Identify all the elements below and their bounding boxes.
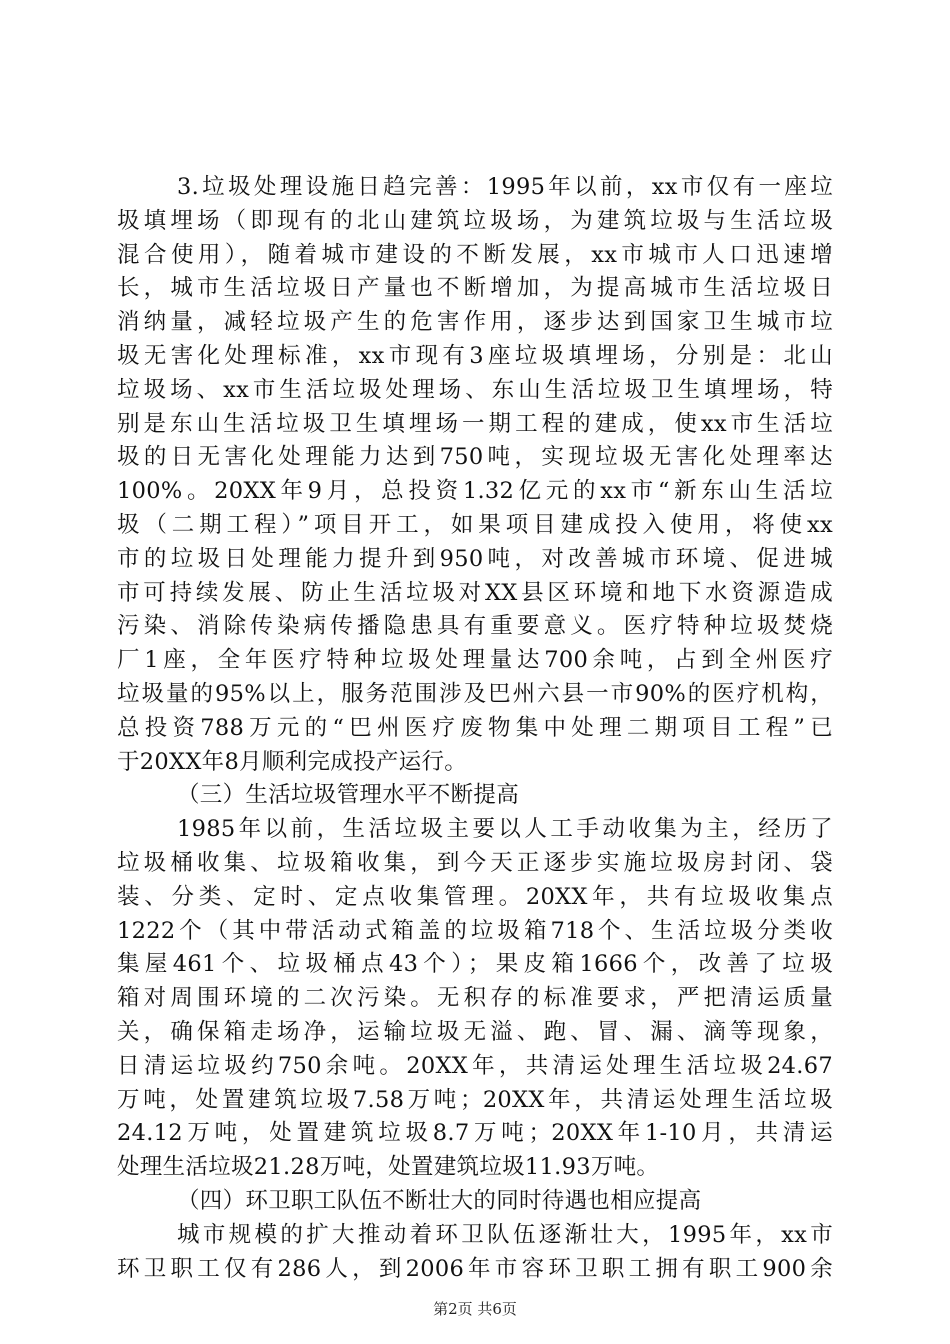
text-line: 1222个（其中带活动式箱盖的垃圾箱718个、生活垃圾分类收 (117, 917, 833, 944)
text-line: 3.垃圾处理设施日趋完善：1995年以前，xx市仅有一座垃 (177, 174, 833, 200)
text-line: 圾无害化处理标准，xx市现有3座垃圾填埋场，分别是：北山 (117, 342, 833, 369)
text-line: 厂1座，全年医疗特种垃圾处理量达700余吨，占到全州医疗 (117, 647, 833, 674)
text-line: 圾的日无害化处理能力达到750吨，实现垃圾无害化处理率达 (117, 444, 833, 471)
section-heading-4: （四）环卫职工队伍不断壮大的同时待遇也相应提高 (177, 1187, 702, 1214)
text-line: 消纳量，减轻垃圾产生的危害作用，逐步达到国家卫生城市垃 (117, 309, 833, 336)
text-line: 混合使用），随着城市建设的不断发展，xx市城市人口迅速增 (117, 241, 833, 268)
text-line: 垃圾场、xx市生活垃圾处理场、东山生活垃圾卫生填埋场，特 (117, 376, 833, 403)
text-line: 集屋461个、垃圾桶点43个）；果皮箱1666个，改善了垃圾 (117, 951, 833, 978)
text-line: 污染、消除传染病传播隐患具有重要意义。医疗特种垃圾焚烧 (117, 613, 833, 640)
text-line: 市可持续发展、防止生活垃圾对XX县区环境和地下水资源造成 (117, 579, 833, 606)
text-line: 关，确保箱走场净，运输垃圾无溢、跑、冒、漏、滴等现象， (117, 1018, 833, 1045)
text-line: 别是东山生活垃圾卫生填埋场一期工程的建成，使xx市生活垃 (117, 410, 833, 437)
text-line: 长，城市生活垃圾日产量也不断增加，为提高城市生活垃圾日 (117, 275, 833, 302)
text-line: 100%。20XX年9月，总投资1.32亿元的xx市“新东山生活垃 (117, 478, 833, 505)
text-line: 于20XX年8月顺利完成投产运行。 (117, 748, 468, 775)
text-line: 总投资788万元的“巴州医疗废物集中处理二期项目工程”已 (117, 714, 833, 741)
text-line: 城市规模的扩大推动着环卫队伍逐渐壮大，1995年，xx市 (177, 1221, 833, 1248)
text-line: 垃圾量的95%以上，服务范围涉及巴州六县一市90%的医疗机构， (117, 680, 833, 707)
document-body (117, 171, 833, 1286)
text-line: 市的垃圾日处理能力提升到950吨，对改善城市环境、促进城 (117, 545, 833, 572)
text-line: 日清运垃圾约750余吨。20XX年，共清运处理生活垃圾24.67 (117, 1052, 833, 1079)
text-line: 圾填埋场（即现有的北山建筑垃圾场，为建筑垃圾与生活垃圾 (117, 207, 833, 234)
paragraph-garbage-management (117, 813, 833, 1185)
text-line: 处理生活垃圾21.28万吨，处置建筑垃圾11.93万吨。 (117, 1154, 660, 1181)
text-line: 1985年以前，生活垃圾主要以人工手动收集为主，经历了 (177, 816, 833, 843)
text-line: 装、分类、定时、定点收集管理。20XX年，共有垃圾收集点 (117, 883, 833, 910)
text-line: 圾（二期工程）”项目开工，如果项目建成投入使用，将使xx (117, 511, 833, 538)
paragraph-sanitation-workforce (117, 1219, 833, 1287)
text-line: 24.12万吨，处置建筑垃圾8.7万吨；20XX年1-10月，共清运 (117, 1120, 833, 1147)
paragraph-garbage-facilities (117, 171, 833, 779)
text-line: 万吨，处置建筑垃圾7.58万吨；20XX年，共清运处理生活垃圾 (117, 1086, 833, 1113)
text-line: 垃圾桶收集、垃圾箱收集，到今天正逐步实施垃圾房封闭、袋 (117, 849, 833, 876)
text-line: 环卫职工仅有286人，到2006年市容环卫职工拥有职工900余 (117, 1255, 833, 1282)
section-heading-3: （三）生活垃圾管理水平不断提高 (177, 782, 520, 809)
text-line: 箱对周围环境的二次污染。无积存的标准要求，严把清运质量 (117, 985, 833, 1012)
page-indicator: 第2页 共6页 (433, 1300, 517, 1318)
